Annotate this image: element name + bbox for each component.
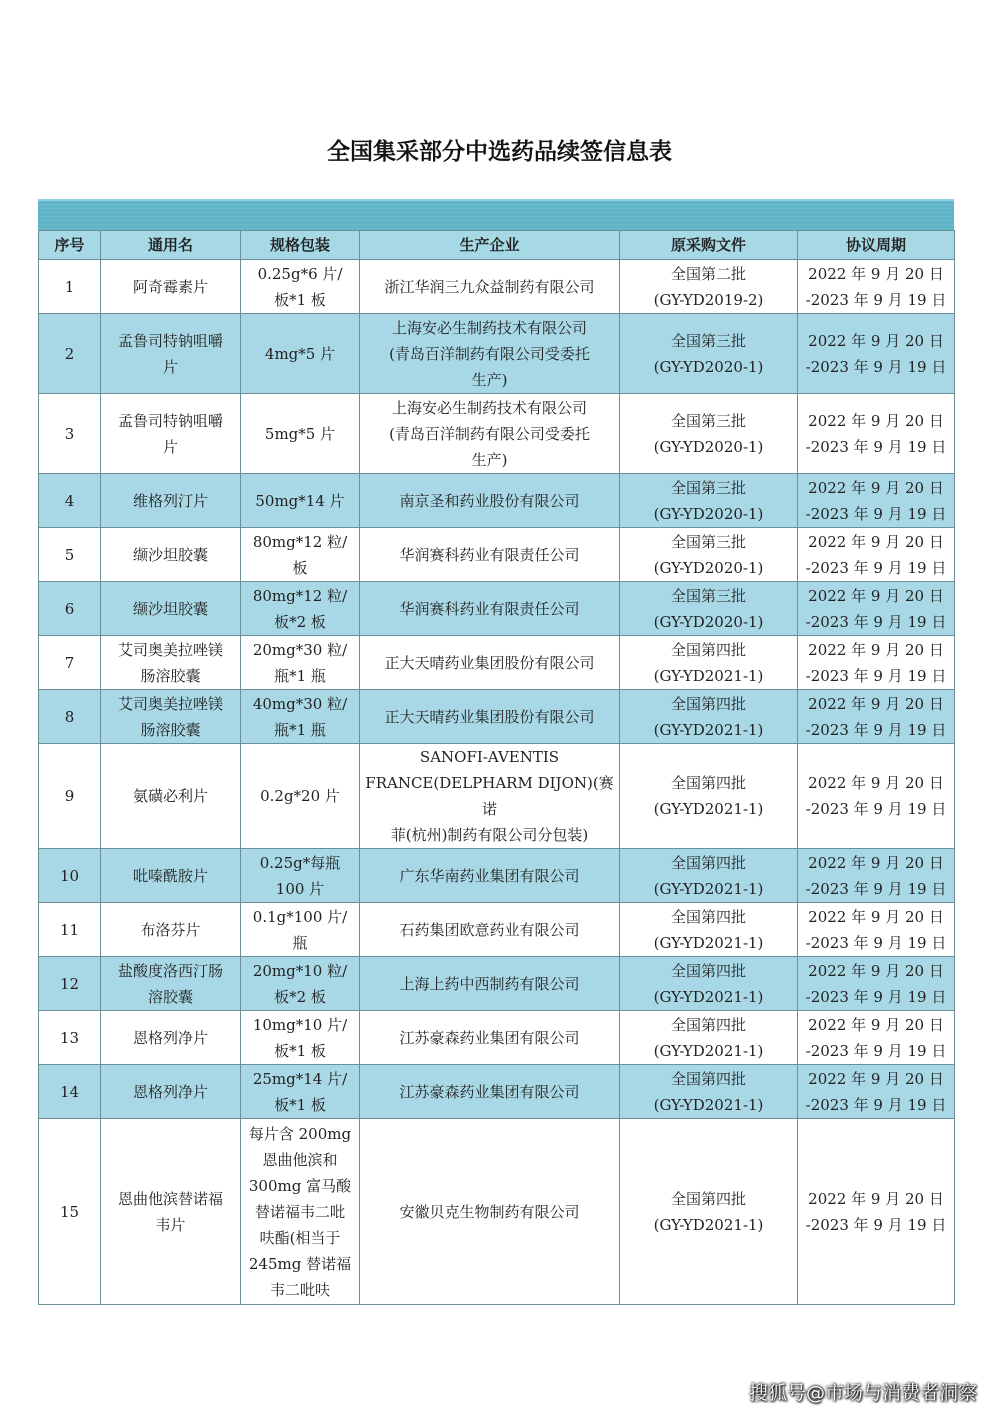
period-end: -2023 年 9 月 19 日: [805, 879, 947, 898]
cell-no: 5: [39, 528, 101, 582]
cell-period: [798, 849, 955, 903]
batch-label: 全国第四批: [670, 1189, 746, 1208]
cell-no: 15: [39, 1119, 101, 1305]
table-row: [39, 849, 955, 903]
cell-period: [798, 690, 955, 744]
cell-spec: 80mg*12 粒/ 板*2 板: [241, 582, 360, 636]
period-start: 2022 年 9 月 20 日: [808, 1015, 944, 1034]
cell-name: 缬沙坦胶囊: [101, 582, 241, 636]
table-row: [39, 636, 955, 690]
cell-no: 2: [39, 314, 101, 394]
period-start: 2022 年 9 月 20 日: [808, 532, 944, 551]
batch-code: (GY-YD2020-1): [653, 437, 764, 456]
cell-period: [798, 1119, 955, 1305]
cell-name: 艾司奥美拉唑镁 肠溶胶囊: [101, 636, 241, 690]
batch-code: (GY-YD2021-1): [653, 666, 764, 685]
table-row: [39, 1011, 955, 1065]
drug-table: [38, 230, 955, 1305]
cell-batch: [620, 957, 798, 1011]
period-start: 2022 年 9 月 20 日: [808, 331, 944, 350]
cell-no: 11: [39, 903, 101, 957]
header-row: [39, 231, 955, 260]
cell-no: 12: [39, 957, 101, 1011]
batch-label: 全国第三批: [670, 532, 746, 551]
cell-batch: [620, 690, 798, 744]
cell-period: [798, 474, 955, 528]
cell-period: [798, 314, 955, 394]
cell-batch: [620, 1011, 798, 1065]
cell-spec: 0.25g*每瓶 100 片: [241, 849, 360, 903]
cell-period: [798, 260, 955, 314]
cell-no: 7: [39, 636, 101, 690]
batch-label: 全国第四批: [670, 694, 746, 713]
col-header-company: 生产企业: [360, 231, 620, 260]
period-start: 2022 年 9 月 20 日: [808, 907, 944, 926]
batch-label: 全国第四批: [670, 961, 746, 980]
cell-spec: 0.1g*100 片/ 瓶: [241, 903, 360, 957]
period-end: -2023 年 9 月 19 日: [805, 666, 947, 685]
cell-period: [798, 1065, 955, 1119]
table-row: [39, 903, 955, 957]
cell-spec: 0.25g*6 片/ 板*1 板: [241, 260, 360, 314]
period-end: -2023 年 9 月 19 日: [805, 612, 947, 631]
table-row: [39, 260, 955, 314]
period-start: 2022 年 9 月 20 日: [808, 694, 944, 713]
table-row: [39, 1119, 955, 1305]
table-row: [39, 528, 955, 582]
cell-name: 吡嗪酰胺片: [101, 849, 241, 903]
cell-name: 艾司奥美拉唑镁 肠溶胶囊: [101, 690, 241, 744]
period-end: -2023 年 9 月 19 日: [805, 1041, 947, 1060]
cell-company: 安徽贝克生物制药有限公司: [360, 1119, 620, 1305]
cell-company: 华润赛科药业有限责任公司: [360, 582, 620, 636]
batch-label: 全国第二批: [670, 264, 746, 283]
col-header-name: 通用名: [101, 231, 241, 260]
batch-code: (GY-YD2021-1): [653, 987, 764, 1006]
table-row: [39, 582, 955, 636]
batch-code: (GY-YD2021-1): [653, 933, 764, 952]
cell-batch: [620, 849, 798, 903]
cell-spec: 5mg*5 片: [241, 394, 360, 474]
batch-label: 全国第三批: [670, 478, 746, 497]
cell-name: 缬沙坦胶囊: [101, 528, 241, 582]
cell-name: 布洛芬片: [101, 903, 241, 957]
batch-label: 全国第四批: [670, 774, 746, 792]
cell-spec: 50mg*14 片: [241, 474, 360, 528]
batch-label: 全国第三批: [670, 331, 746, 350]
period-end: -2023 年 9 月 19 日: [805, 1095, 947, 1114]
cell-company: 正大天晴药业集团股份有限公司: [360, 690, 620, 744]
cell-company: SANOFI-AVENTIS FRANCE(DELPHARM DIJON)(赛诺 菲(杭州)制药有限公司分包装): [360, 744, 620, 849]
table-row: [39, 314, 955, 394]
cell-name: 阿奇霉素片: [101, 260, 241, 314]
period-start: 2022 年 9 月 20 日: [808, 411, 944, 430]
period-end: -2023 年 9 月 19 日: [805, 290, 947, 309]
cell-name: 孟鲁司特钠咀嚼 片: [101, 314, 241, 394]
period-end: -2023 年 9 月 19 日: [805, 987, 947, 1006]
cell-spec: 每片含 200mg 恩曲他滨和 300mg 富马酸 替诺福韦二吡 呋酯(相当于 245mg 替诺福 韦二吡呋: [241, 1119, 360, 1305]
cell-period: [798, 528, 955, 582]
cell-company: 浙江华润三九众益制药有限公司: [360, 260, 620, 314]
cell-name: 恩曲他滨替诺福 韦片: [101, 1119, 241, 1305]
table-header-band: [38, 199, 954, 230]
cell-spec: 20mg*10 粒/ 板*2 板: [241, 957, 360, 1011]
cell-batch: [620, 636, 798, 690]
batch-code: (GY-YD2021-1): [653, 720, 764, 739]
watermark: 搜狐号@市场与消费者洞察: [748, 1382, 977, 1404]
cell-spec: 40mg*30 粒/ 瓶*1 瓶: [241, 690, 360, 744]
batch-code: (GY-YD2020-1): [653, 612, 764, 631]
cell-batch: [620, 1119, 798, 1305]
cell-spec: 80mg*12 粒/ 板: [241, 528, 360, 582]
period-end: -2023 年 9 月 19 日: [805, 437, 947, 456]
cell-batch: [620, 314, 798, 394]
batch-label: 全国第四批: [670, 907, 746, 926]
col-header-spec: 规格包装: [241, 231, 360, 260]
cell-company: 上海安必生制药技术有限公司 (青岛百洋制药有限公司受委托 生产): [360, 394, 620, 474]
cell-batch: [620, 903, 798, 957]
cell-company: 上海安必生制药技术有限公司 (青岛百洋制药有限公司受委托 生产): [360, 314, 620, 394]
batch-label: 全国第四批: [670, 853, 746, 872]
cell-company: 石药集团欧意药业有限公司: [360, 903, 620, 957]
cell-batch: [620, 528, 798, 582]
batch-code: (GY-YD2020-1): [653, 357, 764, 376]
cell-name: 盐酸度洛西汀肠 溶胶囊: [101, 957, 241, 1011]
cell-period: [798, 903, 955, 957]
batch-code: (GY-YD2019-2): [653, 290, 764, 309]
batch-code: (GY-YD2021-1): [653, 800, 764, 818]
batch-label: 全国第四批: [670, 640, 746, 659]
period-end: -2023 年 9 月 19 日: [805, 933, 947, 952]
cell-name: 维格列汀片: [101, 474, 241, 528]
cell-batch: [620, 260, 798, 314]
cell-company: 江苏豪森药业集团有限公司: [360, 1011, 620, 1065]
batch-code: (GY-YD2021-1): [653, 879, 764, 898]
col-header-period: 协议周期: [798, 231, 955, 260]
cell-company: 江苏豪森药业集团有限公司: [360, 1065, 620, 1119]
cell-batch: [620, 474, 798, 528]
batch-code: (GY-YD2020-1): [653, 504, 764, 523]
cell-name: 氨磺必利片: [101, 744, 241, 849]
cell-batch: [620, 744, 798, 849]
cell-period: [798, 636, 955, 690]
table-row: [39, 957, 955, 1011]
period-end: -2023 年 9 月 19 日: [805, 1215, 947, 1234]
cell-company: 南京圣和药业股份有限公司: [360, 474, 620, 528]
cell-spec: 20mg*30 粒/ 瓶*1 瓶: [241, 636, 360, 690]
period-start: 2022 年 9 月 20 日: [808, 640, 944, 659]
period-start: 2022 年 9 月 20 日: [808, 1069, 944, 1088]
cell-period: [798, 394, 955, 474]
table-row: [39, 690, 955, 744]
period-start: 2022 年 9 月 20 日: [808, 1189, 944, 1208]
cell-no: 4: [39, 474, 101, 528]
cell-spec: 10mg*10 片/ 板*1 板: [241, 1011, 360, 1065]
cell-no: 1: [39, 260, 101, 314]
cell-no: 9: [39, 744, 101, 849]
cell-name: 恩格列净片: [101, 1011, 241, 1065]
period-start: 2022 年 9 月 20 日: [808, 586, 944, 605]
period-start: 2022 年 9 月 20 日: [808, 774, 944, 792]
batch-code: (GY-YD2020-1): [653, 558, 764, 577]
cell-spec: 4mg*5 片: [241, 314, 360, 394]
table-row: [39, 474, 955, 528]
cell-period: [798, 744, 955, 849]
period-end: -2023 年 9 月 19 日: [805, 720, 947, 739]
table-row: [39, 744, 955, 849]
cell-batch: [620, 394, 798, 474]
period-end: -2023 年 9 月 19 日: [805, 504, 947, 523]
cell-name: 恩格列净片: [101, 1065, 241, 1119]
batch-label: 全国第三批: [670, 586, 746, 605]
batch-code: (GY-YD2021-1): [653, 1215, 764, 1234]
cell-no: 10: [39, 849, 101, 903]
table-row: [39, 394, 955, 474]
cell-period: [798, 582, 955, 636]
cell-period: [798, 1011, 955, 1065]
batch-code: (GY-YD2021-1): [653, 1095, 764, 1114]
cell-no: 13: [39, 1011, 101, 1065]
period-start: 2022 年 9 月 20 日: [808, 264, 944, 283]
cell-batch: [620, 1065, 798, 1119]
period-start: 2022 年 9 月 20 日: [808, 853, 944, 872]
period-end: -2023 年 9 月 19 日: [805, 357, 947, 376]
cell-spec: 0.2g*20 片: [241, 744, 360, 849]
period-start: 2022 年 9 月 20 日: [808, 961, 944, 980]
period-end: -2023 年 9 月 19 日: [805, 800, 947, 818]
batch-label: 全国第三批: [670, 411, 746, 430]
col-header-batch: 原采购文件: [620, 231, 798, 260]
cell-company: 正大天晴药业集团股份有限公司: [360, 636, 620, 690]
batch-label: 全国第四批: [670, 1069, 746, 1088]
table-row: [39, 1065, 955, 1119]
batch-code: (GY-YD2021-1): [653, 1041, 764, 1060]
cell-spec: 25mg*14 片/ 板*1 板: [241, 1065, 360, 1119]
cell-period: [798, 957, 955, 1011]
period-start: 2022 年 9 月 20 日: [808, 478, 944, 497]
cell-name: 孟鲁司特钠咀嚼 片: [101, 394, 241, 474]
cell-no: 8: [39, 690, 101, 744]
cell-no: 3: [39, 394, 101, 474]
cell-company: 上海上药中西制药有限公司: [360, 957, 620, 1011]
cell-no: 14: [39, 1065, 101, 1119]
cell-company: 广东华南药业集团有限公司: [360, 849, 620, 903]
page-title: 全国集采部分中选药品续签信息表: [327, 139, 672, 165]
period-end: -2023 年 9 月 19 日: [805, 558, 947, 577]
cell-no: 6: [39, 582, 101, 636]
batch-label: 全国第四批: [670, 1015, 746, 1034]
cell-company: 华润赛科药业有限责任公司: [360, 528, 620, 582]
col-header-no: 序号: [39, 231, 101, 260]
cell-batch: [620, 582, 798, 636]
